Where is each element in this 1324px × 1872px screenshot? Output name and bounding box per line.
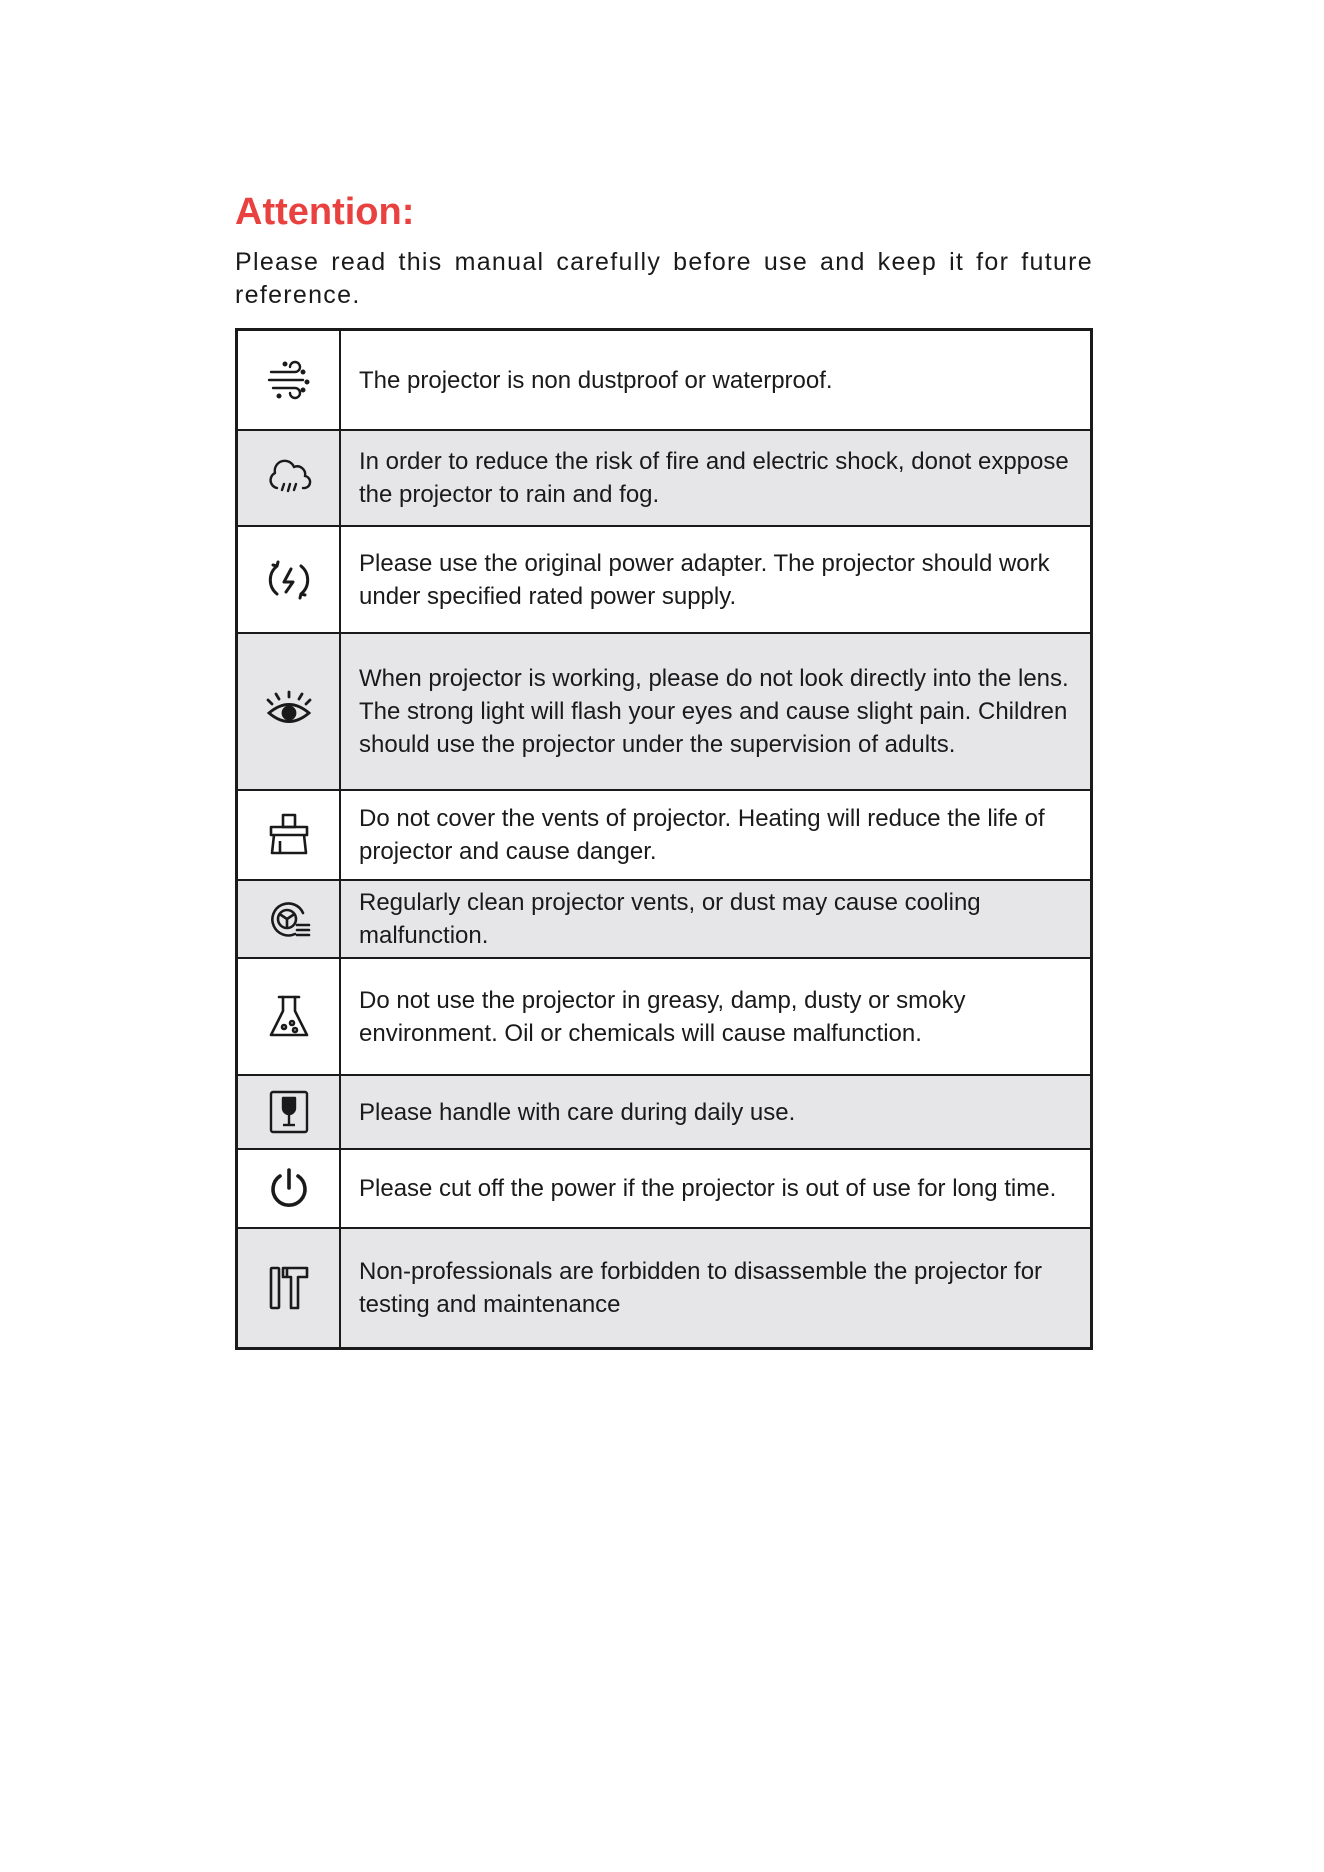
eye-icon <box>265 688 313 736</box>
warning-row <box>238 431 1090 527</box>
vent-cover-icon <box>265 811 313 859</box>
warnings-table <box>235 328 1093 1350</box>
rain-cloud-icon <box>265 454 313 502</box>
warning-row <box>238 331 1090 431</box>
attention-heading: Attention: <box>235 191 415 233</box>
power-adapter-icon <box>265 556 313 604</box>
warning-text: Please cut off the power if the projector is out of use for long time. <box>359 1175 1057 1202</box>
warning-text: Do not use the projector in greasy, damp, dusty or smoky environment. Oil or chemicals will cause malfunction. <box>359 986 966 1047</box>
warning-row <box>238 634 1090 791</box>
warning-row <box>238 881 1090 959</box>
flask-icon <box>265 993 313 1041</box>
warning-text: Do not cover the vents of projector. Heating will reduce the life of projector and cause danger. <box>359 805 1045 865</box>
wind-dust-icon <box>265 356 313 404</box>
intro-text: Please read this manual carefully before use and keep it for future reference. <box>235 248 1093 309</box>
warning-row <box>238 1076 1090 1150</box>
fan-clean-icon <box>265 895 313 943</box>
warning-text: Please handle with care during daily use. <box>359 1098 796 1126</box>
warning-row <box>238 791 1090 881</box>
warning-row <box>238 527 1090 634</box>
attention-section <box>235 188 1093 1318</box>
tools-icon <box>265 1264 313 1312</box>
warning-row <box>238 959 1090 1076</box>
warning-text: When projector is working, please do not look directly into the lens. The strong light will flash your eyes and cause slight pain. Children should use the projector under the supervision of adults. <box>359 665 1069 758</box>
warning-text: In order to reduce the risk of fire and electric shock, donot exppose the projector to rain and fog. <box>359 448 1069 508</box>
power-icon <box>265 1165 313 1213</box>
fragile-glass-icon <box>265 1088 313 1136</box>
warning-text: Non-professionals are forbidden to disassemble the projector for testing and maintenance <box>359 1258 1043 1318</box>
warning-row <box>238 1229 1090 1347</box>
warning-text: The projector is non dustproof or waterproof. <box>359 366 833 394</box>
warning-text: Regularly clean projector vents, or dust may cause cooling malfunction. <box>359 889 981 949</box>
warning-row <box>238 1150 1090 1229</box>
warning-text: Please use the original power adapter. The projector should work under specified rated power supply. <box>359 549 1050 610</box>
